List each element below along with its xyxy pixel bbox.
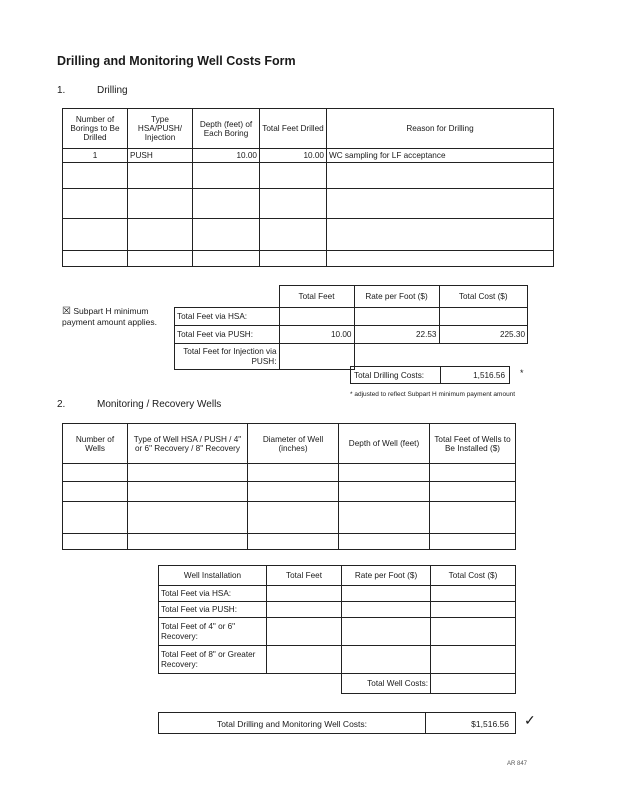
table-row <box>63 482 516 502</box>
table-row <box>63 189 554 219</box>
col-diameter: Diameter of Well (inches) <box>248 424 339 464</box>
col-type-of-well: Type of Well HSA / PUSH / 4" or 6" Recovery / 8" Recovery <box>128 424 248 464</box>
cell-type[interactable]: PUSH <box>128 149 193 163</box>
subpart-h-checkbox-block <box>62 306 172 328</box>
row-label-8-recovery: Total Feet of 8" or Greater Recovery: <box>159 646 267 674</box>
grand-total-label: Total Drilling and Monitoring Well Costs: <box>158 712 426 734</box>
cell-reason[interactable]: WC sampling for LF acceptance <box>327 149 554 163</box>
col-total-cost: Total Cost ($) <box>431 566 516 586</box>
col-total-feet: Total Feet <box>279 286 354 308</box>
row-label-hsa: Total Feet via HSA: <box>159 586 267 602</box>
row-label-push: Total Feet via PUSH: <box>175 326 280 344</box>
checkbox-label: Subpart H minimum payment amount applies. <box>62 306 157 327</box>
col-depth: Depth (feet) of Each Boring <box>193 109 260 149</box>
table-row <box>159 602 516 618</box>
col-number-of-wells: Number of Wells <box>63 424 128 464</box>
cell-feet-injection[interactable] <box>279 344 354 370</box>
wells-table <box>62 423 516 550</box>
grand-total-value[interactable]: $1,516.56 <box>425 712 516 734</box>
table-row <box>175 308 528 326</box>
col-reason: Reason for Drilling <box>327 109 554 149</box>
table-row <box>159 646 516 674</box>
table-row <box>63 163 554 189</box>
cell-cost-push[interactable]: 225.30 <box>439 326 528 344</box>
table-row <box>63 219 554 251</box>
total-drilling-costs-label: Total Drilling Costs: <box>350 366 440 384</box>
col-total-feet: Total Feet Drilled <box>260 109 327 149</box>
row-label-4-6-recovery: Total Feet of 4" or 6" Recovery: <box>159 618 267 646</box>
table-row <box>159 586 516 602</box>
row-label-push: Total Feet via PUSH: <box>159 602 267 618</box>
row-label-injection: Total Feet for Injection via PUSH: <box>175 344 280 370</box>
col-number-of-borings: Number of Borings to Be Drilled <box>63 109 128 149</box>
section-1-number: 1. <box>57 85 66 96</box>
section-2-number: 2. <box>57 399 66 410</box>
cell-feet-push[interactable]: 10.00 <box>279 326 354 344</box>
table-row <box>159 674 516 694</box>
cell-borings[interactable]: 1 <box>63 149 128 163</box>
asterisk-mark: * <box>520 368 524 378</box>
cell-total-feet[interactable]: 10.00 <box>260 149 327 163</box>
well-installation-table <box>158 565 516 694</box>
page-title: Drilling and Monitoring Well Costs Form <box>57 54 296 68</box>
total-drilling-costs-value[interactable]: 1,516.56 <box>440 366 510 384</box>
total-well-costs-label: Total Well Costs: <box>342 674 431 694</box>
table-row <box>63 502 516 534</box>
total-well-costs-value[interactable] <box>431 674 516 694</box>
col-type: Type HSA/PUSH/ Injection <box>128 109 193 149</box>
table-row <box>175 326 528 344</box>
cell-depth[interactable]: 10.00 <box>193 149 260 163</box>
cell-feet-hsa[interactable] <box>279 308 354 326</box>
drilling-table <box>62 108 554 267</box>
check-mark-icon: ✓ <box>524 712 536 728</box>
table-row <box>63 251 554 267</box>
checkbox-icon[interactable]: ☒ <box>62 306 71 317</box>
table-row <box>63 149 554 163</box>
cell-cost-hsa[interactable] <box>439 308 528 326</box>
col-total-feet-wells: Total Feet of Wells to Be Installed ($) <box>430 424 516 464</box>
col-total-cost: Total Cost ($) <box>439 286 528 308</box>
table-row <box>63 464 516 482</box>
drilling-costs-table <box>174 285 528 370</box>
col-rate-per-foot: Rate per Foot ($) <box>354 286 439 308</box>
section-2-title: Monitoring / Recovery Wells <box>97 399 222 410</box>
table-row <box>159 618 516 646</box>
cell-rate-push[interactable]: 22.53 <box>354 326 439 344</box>
col-well-installation: Well Installation <box>159 566 267 586</box>
section-1-title: Drilling <box>97 85 128 96</box>
cell-rate-hsa[interactable] <box>354 308 439 326</box>
footnote: * adjusted to reflect Subpart H minimum payment amount <box>350 391 516 398</box>
row-label-hsa: Total Feet via HSA: <box>175 308 280 326</box>
col-rate-per-foot: Rate per Foot ($) <box>342 566 431 586</box>
page-id: AR 847 <box>507 761 528 767</box>
col-depth-well: Depth of Well (feet) <box>339 424 430 464</box>
table-row <box>63 534 516 550</box>
col-total-feet: Total Feet <box>267 566 342 586</box>
